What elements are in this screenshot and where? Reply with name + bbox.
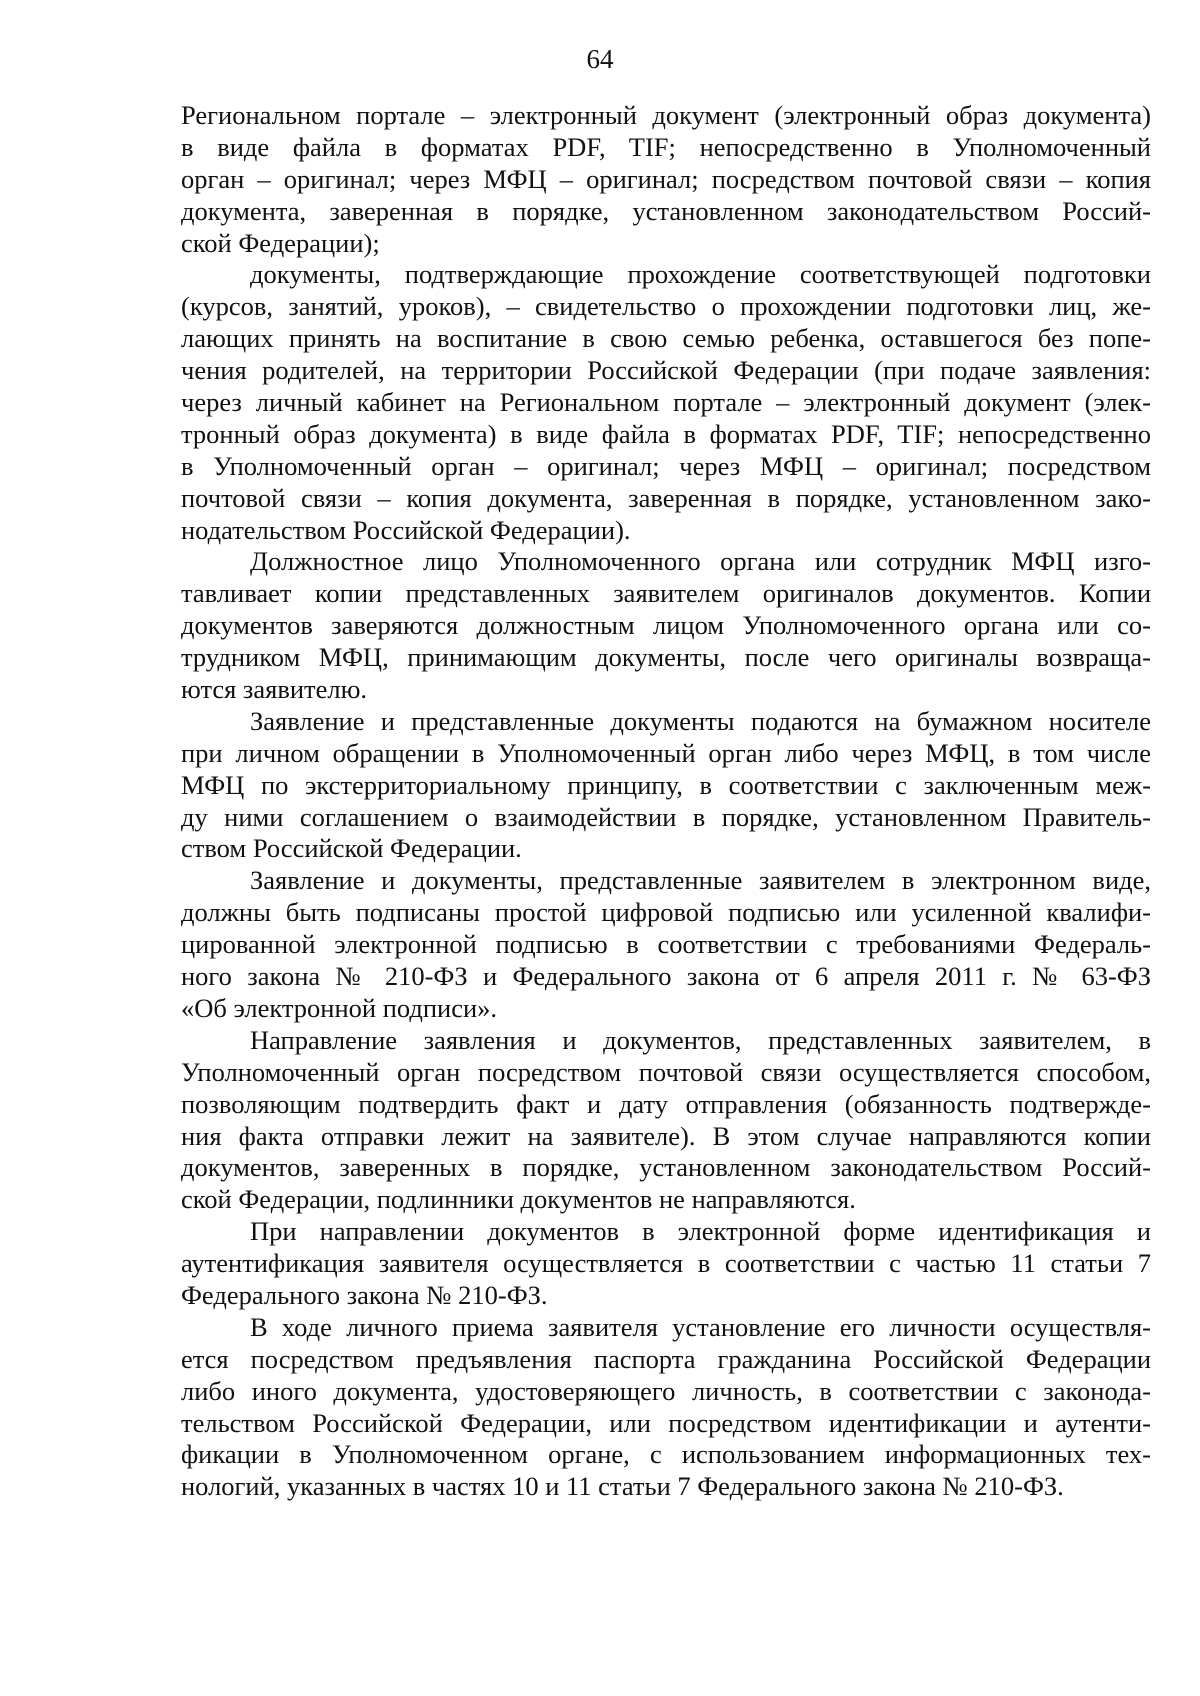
- text-line: при личном обращении в Уполномоченный орган либо через МФЦ, в том числе: [181, 737, 1151, 768]
- text-line: в виде файла в форматах PDF, TIF; непосредственно в Уполномоченный: [181, 131, 1151, 162]
- text-line: должны быть подписаны простой цифровой подписью или усиленной квалифи-: [181, 897, 1151, 928]
- paragraph: [181, 100, 1151, 259]
- text-line: документа, заверенная в порядке, установленном законодательством Россий-: [181, 195, 1151, 226]
- paragraph: [181, 1216, 1151, 1312]
- paragraph: [181, 1025, 1151, 1216]
- text-line: (курсов, занятий, уроков), – свидетельство о прохождении подготовки лиц, же-: [181, 291, 1151, 322]
- text-line: фикации в Уполномоченном органе, с использованием информационных тех-: [181, 1439, 1151, 1470]
- text-line: в Уполномоченный орган – оригинал; через МФЦ – оригинал; посредством: [181, 450, 1151, 481]
- text-line: ются заявителю.: [181, 674, 368, 705]
- text-line: ного закона № 210-ФЗ и Федерального закона от 6 апреля 2011 г. № 63-ФЗ: [181, 961, 1151, 992]
- text-line: Уполномоченный орган посредством почтовой связи осуществляется способом,: [181, 1056, 1151, 1087]
- text-line: лающих принять на воспитание в свою семью ребенка, оставшегося без попе-: [181, 323, 1151, 354]
- text-line: ством Российской Федерации.: [181, 833, 522, 864]
- text-line: ется посредством предъявления паспорта гражданина Российской Федерации: [181, 1343, 1151, 1374]
- text-line: ской Федерации, подлинники документов не направляются.: [181, 1184, 856, 1215]
- text-line: документов, заверенных в порядке, установленном законодательством Россий-: [181, 1152, 1151, 1183]
- text-line: нодательством Российской Федерации).: [181, 514, 631, 545]
- text-line: через личный кабинет на Региональном портале – электронный документ (элек-: [181, 387, 1151, 418]
- text-line: Региональном портале – электронный документ (электронный образ документа): [181, 100, 1151, 130]
- text-line: Должностное лицо Уполномоченного органа или сотрудник МФЦ изго-: [250, 546, 1151, 577]
- paragraph: [181, 1312, 1151, 1503]
- text-line: В ходе личного приема заявителя установление его личности осуществля-: [250, 1311, 1151, 1342]
- text-line: документов заверяются должностным лицом Уполномоченного органа или со-: [181, 610, 1151, 641]
- page-number: 64: [586, 44, 614, 74]
- text-line: документы, подтверждающие прохождение соответствующей подготовки: [250, 259, 1151, 290]
- paragraph: [181, 546, 1151, 705]
- text-line: аутентификация заявителя осуществляется в соответствии с частью 11 статьи 7: [181, 1248, 1151, 1279]
- paragraph: [181, 706, 1151, 865]
- text-line: орган – оригинал; через МФЦ – оригинал; посредством почтовой связи – копия: [181, 163, 1151, 194]
- text-line: либо иного документа, удостоверяющего личность, в соответствии с законода-: [181, 1375, 1151, 1406]
- text-line: тавливает копии представленных заявителем оригиналов документов. Копии: [181, 578, 1151, 609]
- text-line: Заявление и документы, представленные заявителем в электронном виде,: [250, 865, 1151, 896]
- text-line: ния факта отправки лежит на заявителе). В этом случае направляются копии: [181, 1120, 1151, 1151]
- body-text: [181, 100, 1151, 1503]
- paragraph: [181, 259, 1151, 546]
- paragraph: [181, 865, 1151, 1024]
- text-line: нологий, указанных в частях 10 и 11 статьи 7 Федерального закона № 210-ФЗ.: [181, 1471, 1064, 1502]
- text-line: «Об электронной подписи».: [181, 992, 498, 1023]
- text-line: позволяющим подтвердить факт и дату отправления (обязанность подтвержде-: [181, 1088, 1151, 1119]
- text-line: ской Федерации);: [181, 227, 380, 258]
- text-line: Направление заявления и документов, представленных заявителем, в: [250, 1024, 1151, 1055]
- text-line: Федерального закона № 210-ФЗ.: [181, 1279, 548, 1310]
- text-line: тронный образ документа) в виде файла в форматах PDF, TIF; непосредственно: [181, 418, 1151, 449]
- text-line: чения родителей, на территории Российской Федерации (при подаче заявления:: [181, 355, 1151, 386]
- text-line: Заявление и представленные документы подаются на бумажном носителе: [250, 705, 1151, 736]
- text-line: ду ними соглашением о взаимодействии в порядке, установленном Правитель-: [181, 801, 1151, 832]
- text-line: почтовой связи – копия документа, заверенная в порядке, установленном зако-: [181, 482, 1151, 513]
- text-line: МФЦ по экстерриториальному принципу, в соответствии с заключенным меж-: [181, 769, 1151, 800]
- text-line: При направлении документов в электронной форме идентификация и: [250, 1216, 1151, 1247]
- text-line: трудником МФЦ, принимающим документы, после чего оригиналы возвраща-: [181, 642, 1151, 673]
- text-line: цированной электронной подписью в соответствии с требованиями Федераль-: [181, 929, 1151, 960]
- text-line: тельством Российской Федерации, или посредством идентификации и аутенти-: [181, 1407, 1151, 1438]
